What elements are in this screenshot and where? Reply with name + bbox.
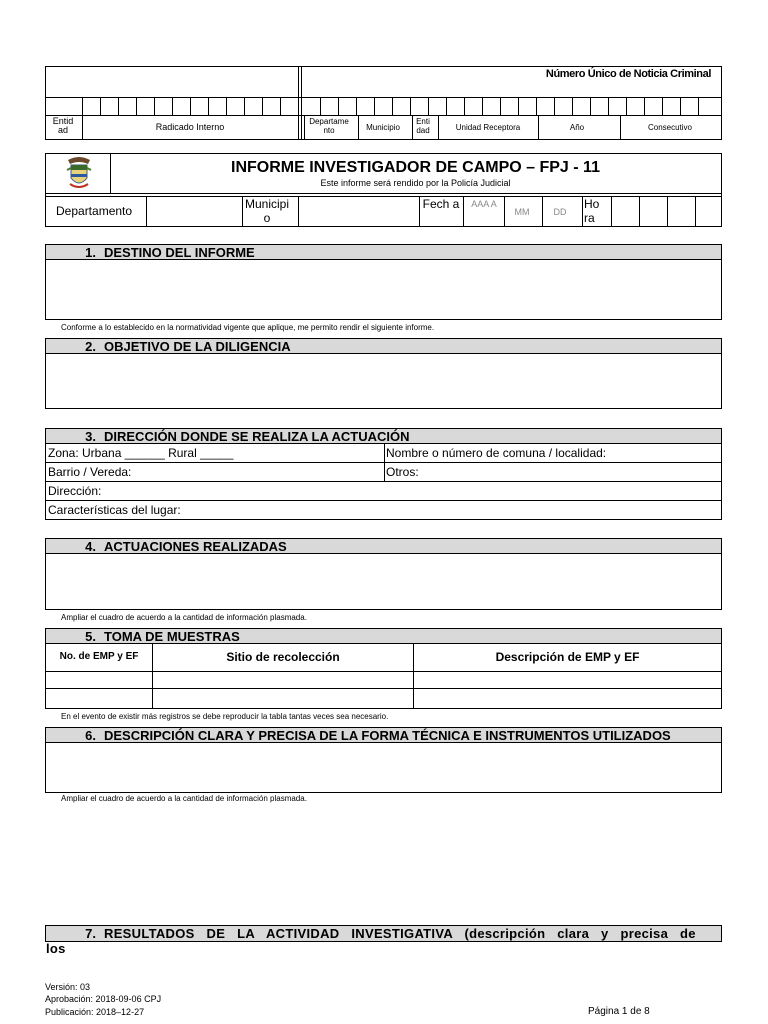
table-row[interactable] — [46, 672, 721, 688]
colombia-coat-of-arms-icon — [66, 156, 92, 191]
field-otros: Otros: — [386, 465, 419, 479]
nunc-header — [45, 66, 722, 140]
section-6-body[interactable] — [45, 743, 722, 793]
section-5-header: 5. TOMA DE MUESTRAS — [45, 628, 722, 644]
col-header-emp: No. de EMP y EF — [59, 651, 139, 662]
footer-version: Versión: 03 — [45, 982, 91, 992]
section-4-header: 4. ACTUACIONES REALIZADAS — [45, 538, 722, 554]
label-entidad-2: Enti dad — [416, 117, 430, 135]
field-direccion: Dirección: — [48, 484, 102, 498]
section-1-note: Conforme a lo establecido en la normatividad vigente que aplique, me permito rendir el siguiente informe. — [61, 323, 435, 332]
label-departamento: Departame nto — [309, 117, 349, 135]
label-aaaa: AAA A — [471, 199, 497, 209]
label-hora: Ho ra — [584, 197, 600, 225]
row-barrio[interactable] — [45, 463, 722, 482]
section-1-header: 1. DESTINO DEL INFORME — [45, 244, 722, 260]
label-entidad: Entid ad — [52, 116, 74, 135]
row-direccion[interactable] — [45, 482, 722, 501]
col-header-descripcion: Descripción de EMP y EF — [495, 650, 640, 664]
section-2-body[interactable] — [45, 354, 722, 409]
footer-publicacion: Publicación: 2018–12-27 — [45, 1007, 145, 1017]
label-municipio: Municipio — [366, 123, 400, 132]
form-title: INFORME INVESTIGADOR DE CAMPO – FPJ - 11 — [231, 159, 600, 176]
section-4-body[interactable] — [45, 554, 722, 610]
label-departamento-row: Departamento — [56, 204, 133, 218]
field-comuna: Nombre o número de comuna / localidad: — [386, 446, 607, 460]
footer-aprobacion: Aprobación: 2018-09-06 CPJ — [45, 994, 162, 1004]
label-unidad-receptora: Unidad Receptora — [455, 123, 521, 132]
field-zona: Zona: Urbana ______ Rural _____ — [46, 444, 385, 462]
footer-page-number: Página 1 de 8 — [588, 1006, 650, 1017]
section-1-body[interactable] — [45, 260, 722, 320]
field-barrio: Barrio / Vereda: — [46, 463, 385, 481]
label-mm: MM — [514, 207, 530, 217]
label-dd: DD — [553, 207, 567, 217]
table-row[interactable] — [46, 689, 721, 707]
section-7-header: 7. RESULTADOS DE LA ACTIVIDAD INVESTIGATIVA (descripción clara y precisa de los — [45, 925, 722, 942]
form-title-box — [45, 153, 722, 227]
label-radicado: Radicado Interno — [155, 122, 225, 132]
samples-table — [45, 644, 722, 709]
section-4-note: Ampliar el cuadro de acuerdo a la cantidad de información plasmada. — [61, 613, 307, 622]
form-subtitle: Este informe será rendido por la Policía Judicial — [320, 178, 511, 188]
label-fecha: Fech a — [422, 197, 460, 211]
section-5-note: En el evento de existir más registros se debe reproducir la tabla tantas veces sea necesario. — [61, 712, 389, 721]
row-caracteristicas[interactable] — [45, 501, 722, 520]
col-header-sitio: Sitio de recolección — [226, 650, 340, 664]
field-caracteristicas: Características del lugar: — [48, 503, 181, 517]
row-zona[interactable] — [45, 444, 722, 463]
section-2-header: 2. OBJETIVO DE LA DILIGENCIA — [45, 338, 722, 354]
section-3-header: 3. DIRECCIÓN DONDE SE REALIZA LA ACTUACIÓN — [45, 428, 722, 444]
label-consecutivo: Consecutivo — [647, 123, 693, 132]
label-municipio-row: Municipi o — [244, 197, 289, 225]
nunc-title: Número Único de Noticia Criminal — [545, 68, 711, 80]
label-anio: Año — [569, 123, 585, 132]
section-6-note: Ampliar el cuadro de acuerdo a la cantidad de información plasmada. — [61, 794, 307, 803]
section-6-header: 6. DESCRIPCIÓN CLARA Y PRECISA DE LA FORMA TÉCNICA E INSTRUMENTOS UTILIZADOS — [45, 727, 722, 743]
